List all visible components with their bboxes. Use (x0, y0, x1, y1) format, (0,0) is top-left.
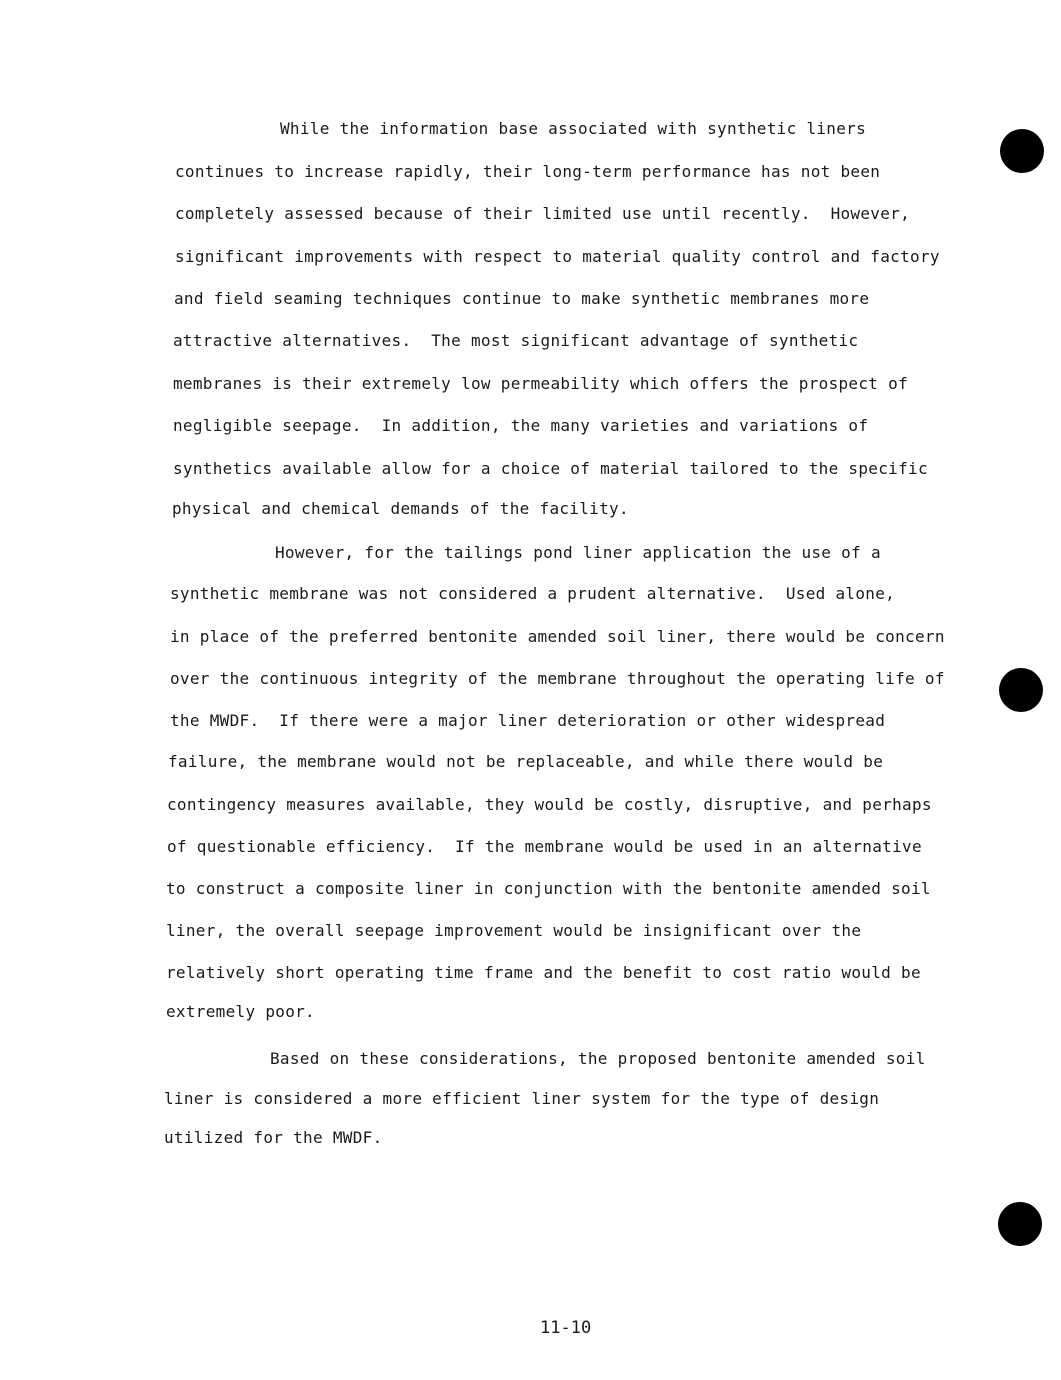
text-line: However, for the tailings pond liner application the use of a (275, 543, 881, 562)
text-line: in place of the preferred bentonite amended soil liner, there would be concern (170, 627, 945, 646)
text-line: liner, the overall seepage improvement would be insignificant over the (166, 921, 862, 940)
page-number: 11-10 (540, 1318, 592, 1338)
text-line: While the information base associated with synthetic liners (280, 119, 867, 138)
text-line: attractive alternatives. The most significant advantage of synthetic (173, 331, 859, 350)
text-line: physical and chemical demands of the facility. (172, 499, 629, 518)
text-line: failure, the membrane would not be replaceable, and while there would be (168, 752, 884, 771)
text-line: significant improvements with respect to material quality control and factory (175, 247, 940, 266)
text-line: utilized for the MWDF. (164, 1128, 383, 1147)
text-line: negligible seepage. In addition, the many varieties and variations of (173, 416, 869, 435)
punch-hole-middle (999, 668, 1043, 712)
text-line: and field seaming techniques continue to make synthetic membranes more (174, 289, 870, 308)
text-line: the MWDF. If there were a major liner deterioration or other widespread (170, 711, 886, 730)
text-line: continues to increase rapidly, their long-term performance has not been (175, 162, 881, 181)
text-line: extremely poor. (166, 1002, 315, 1021)
punch-hole-bottom (998, 1202, 1042, 1246)
text-line: completely assessed because of their limited use until recently. However, (175, 204, 911, 223)
text-line: over the continuous integrity of the membrane throughout the operating life of (170, 669, 945, 688)
text-line: Based on these considerations, the proposed bentonite amended soil (270, 1049, 926, 1068)
text-line: synthetics available allow for a choice of material tailored to the specific (173, 459, 928, 478)
text-line: membranes is their extremely low permeability which offers the prospect of (173, 374, 909, 393)
text-line: synthetic membrane was not considered a prudent alternative. Used alone, (170, 584, 896, 603)
text-line: liner is considered a more efficient liner system for the type of design (164, 1089, 880, 1108)
text-line: of questionable efficiency. If the membrane would be used in an alternative (167, 837, 922, 856)
text-line: to construct a composite liner in conjunction with the bentonite amended soil (166, 879, 931, 898)
punch-hole-top (1000, 129, 1044, 173)
text-line: relatively short operating time frame and the benefit to cost ratio would be (166, 963, 921, 982)
text-line: contingency measures available, they would be costly, disruptive, and perhaps (167, 795, 932, 814)
